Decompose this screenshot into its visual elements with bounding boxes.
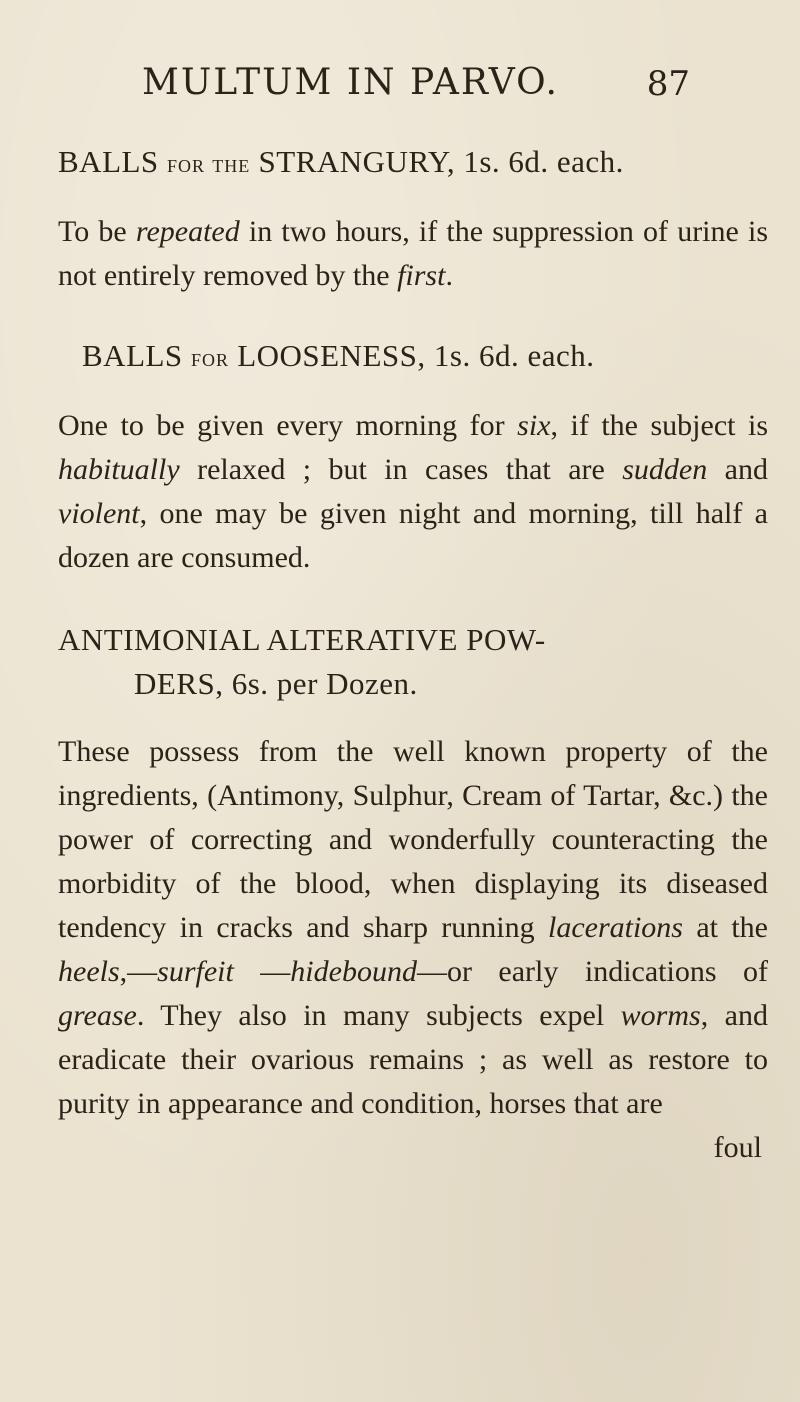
- paragraph-looseness: One to be given every morning for six, if the subject is habitually relaxed ; but in cases that are sudden and violent, one may be given night and morning, till half a dozen are consumed.: [58, 409, 769, 574]
- body-text: [58, 140, 768, 1170]
- heading-strangury: BALLS for the STRANGURY, 1s. 6d. each.: [58, 144, 624, 179]
- paragraph-antimonial: These possess from the well known property of the ingredients, (Antimony, Sulphur, Cream of Tartar, &c.) the power of correcting and wonderfully counteracting the morbidity of the blood, when displaying its diseased tendency in cracks and sharp running lacerations at the heels,—surfeit —hidebound—or early indications of grease. They also in many subjects expel worms, and eradicate their ovarious remains ; as well as restore to purity in appearance and condition, horses that are: [58, 735, 768, 1120]
- page-number: 87: [646, 64, 690, 104]
- heading-looseness: BALLS for LOOSENESS, 1s. 6d. each.: [82, 338, 595, 373]
- running-head-title: MULTUM IN PARVO.: [142, 62, 559, 103]
- running-head: [142, 62, 702, 112]
- heading-antimonial-line-2: DERS, 6s. per Dozen.: [134, 666, 418, 701]
- heading-antimonial-line-1: ANTIMONIAL ALTERATIVE POW-: [58, 622, 546, 657]
- paragraph-strangury: To be repeated in two hours, if the suppression of urine is not entirely removed by the first.: [58, 215, 769, 292]
- catchword: foul: [713, 1131, 762, 1164]
- heading-antimonial: [58, 618, 768, 706]
